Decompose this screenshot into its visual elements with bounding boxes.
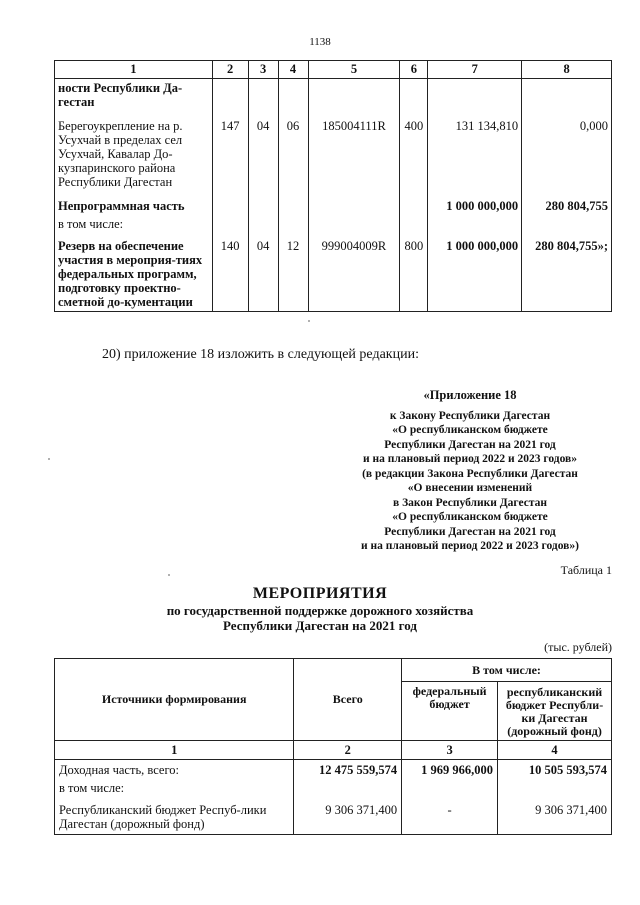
cell: 800	[400, 237, 428, 312]
row-name: Резерв на обеспечение участия в мероприя-тиях федеральных программ, подготовку проектно-сметной до-кументации	[55, 237, 213, 312]
column-number-row	[55, 741, 612, 760]
cell: 0,000	[522, 117, 612, 197]
header-republic: республиканский бюджет Республи-ки Дагестан (дорожный фонд)	[498, 682, 612, 741]
cell: 131 134,810	[428, 117, 522, 197]
cell	[212, 215, 248, 237]
title-main: МЕРОПРИЯТИЯ	[252, 585, 388, 602]
cell-federal: -	[402, 801, 498, 835]
header-including: В том числе:	[402, 659, 612, 682]
appendix-line: и на плановый период 2022 и 2023 годов»)	[361, 540, 579, 552]
table-header-row	[55, 61, 612, 79]
cell	[278, 215, 308, 237]
col-header: 8	[522, 61, 612, 79]
row-name: в том числе:	[55, 779, 294, 801]
row-name: Берегоукрепление на р. Усухчай в пределах сел Усухчай, Кавалар До-кузпаринского района Республики Дагестан	[55, 117, 213, 197]
col-header: 2	[212, 61, 248, 79]
row-name: Доходная часть, всего:	[55, 760, 294, 780]
col-header: 5	[308, 61, 400, 79]
row-name: в том числе:	[55, 215, 213, 237]
cell: 400	[400, 117, 428, 197]
header-total: Всего	[294, 659, 402, 741]
table-header-row	[55, 659, 612, 682]
row-name: Непрограммная часть	[55, 197, 213, 215]
document-title	[0, 585, 640, 633]
appendix-line: и на плановый период 2022 и 2023 годов»	[362, 453, 578, 465]
cell	[212, 79, 248, 118]
col-header: 6	[400, 61, 428, 79]
cell: 1 000 000,000	[428, 237, 522, 312]
cell	[248, 215, 278, 237]
appendix-line: «О внесении изменений	[407, 482, 533, 494]
cell: 12	[278, 237, 308, 312]
table-row	[55, 215, 612, 237]
budget-table-continuation	[54, 60, 612, 312]
cell-republic: 10 505 593,574	[498, 760, 612, 780]
road-funding-table	[54, 658, 612, 835]
scan-speck	[48, 458, 50, 460]
col-number: 4	[498, 741, 612, 760]
cell: 140	[212, 237, 248, 312]
title-subtitle: по государственной поддержке дорожного хозяйства	[166, 603, 474, 618]
page-number: 1138	[309, 36, 331, 48]
cell: 999004009R	[308, 237, 400, 312]
table-row	[55, 197, 612, 215]
cell-total: 12 475 559,574	[294, 760, 402, 780]
units-label: (тыс. рублей)	[544, 640, 612, 654]
cell	[248, 197, 278, 215]
appendix-heading: «Приложение 18	[423, 388, 517, 402]
cell: 147	[212, 117, 248, 197]
cell	[428, 79, 522, 118]
cell	[522, 215, 612, 237]
col-number: 2	[294, 741, 402, 760]
cell	[308, 79, 400, 118]
table-label: Таблица 1	[560, 563, 612, 577]
cell: 185004111R	[308, 117, 400, 197]
header-sources: Источники формирования	[55, 659, 294, 741]
col-header: 3	[248, 61, 278, 79]
appendix-reference	[330, 388, 610, 554]
cell	[400, 79, 428, 118]
cell-total: 9 306 371,400	[294, 801, 402, 835]
cell	[428, 215, 522, 237]
cell-republic: 9 306 371,400	[498, 801, 612, 835]
col-number: 3	[402, 741, 498, 760]
cell	[400, 197, 428, 215]
appendix-line: (в редакции Закона Республики Дагестан	[362, 467, 578, 480]
scan-speck	[308, 320, 310, 322]
cell-federal: 1 969 966,000	[402, 760, 498, 780]
header-federal: федеральный бюджет	[402, 682, 498, 741]
cell: 280 804,755	[522, 197, 612, 215]
table-row	[55, 79, 612, 118]
col-header: 7	[428, 61, 522, 79]
cell	[400, 215, 428, 237]
cell	[308, 197, 400, 215]
table-row	[55, 117, 612, 197]
cell	[248, 79, 278, 118]
table-row	[55, 237, 612, 312]
cell: 04	[248, 237, 278, 312]
cell-republic	[498, 779, 612, 801]
appendix-line: Республики Дагестан на 2021 год	[384, 438, 556, 451]
cell: 06	[278, 117, 308, 197]
cell	[278, 197, 308, 215]
col-header: 4	[278, 61, 308, 79]
cell-federal	[402, 779, 498, 801]
cell	[522, 79, 612, 118]
title-subtitle: Республики Дагестан на 2021 год	[223, 618, 417, 633]
cell: 280 804,755»;	[522, 237, 612, 312]
cell	[308, 215, 400, 237]
cell: 04	[248, 117, 278, 197]
cell	[212, 197, 248, 215]
col-number: 1	[55, 741, 294, 760]
appendix-line: к Закону Республики Дагестан	[389, 409, 551, 422]
table-row	[55, 801, 612, 835]
table-row	[55, 760, 612, 780]
cell	[278, 79, 308, 118]
col-header: 1	[55, 61, 213, 79]
scan-speck	[168, 574, 170, 576]
appendix-line: «О республиканском бюджете	[392, 424, 548, 436]
appendix-line: «О республиканском бюджете	[392, 511, 548, 523]
amendment-instruction: 20) приложение 18 изложить в следующей редакции:	[102, 347, 419, 362]
row-name: Республиканский бюджет Респуб-лики Дагестан (дорожный фонд)	[55, 801, 294, 835]
appendix-line: Республики Дагестан на 2021 год	[384, 525, 556, 538]
appendix-line: в Закон Республики Дагестан	[393, 496, 547, 509]
table-row	[55, 779, 612, 801]
cell: 1 000 000,000	[428, 197, 522, 215]
cell-total	[294, 779, 402, 801]
row-name: ности Республики Да-гестан	[55, 79, 213, 118]
